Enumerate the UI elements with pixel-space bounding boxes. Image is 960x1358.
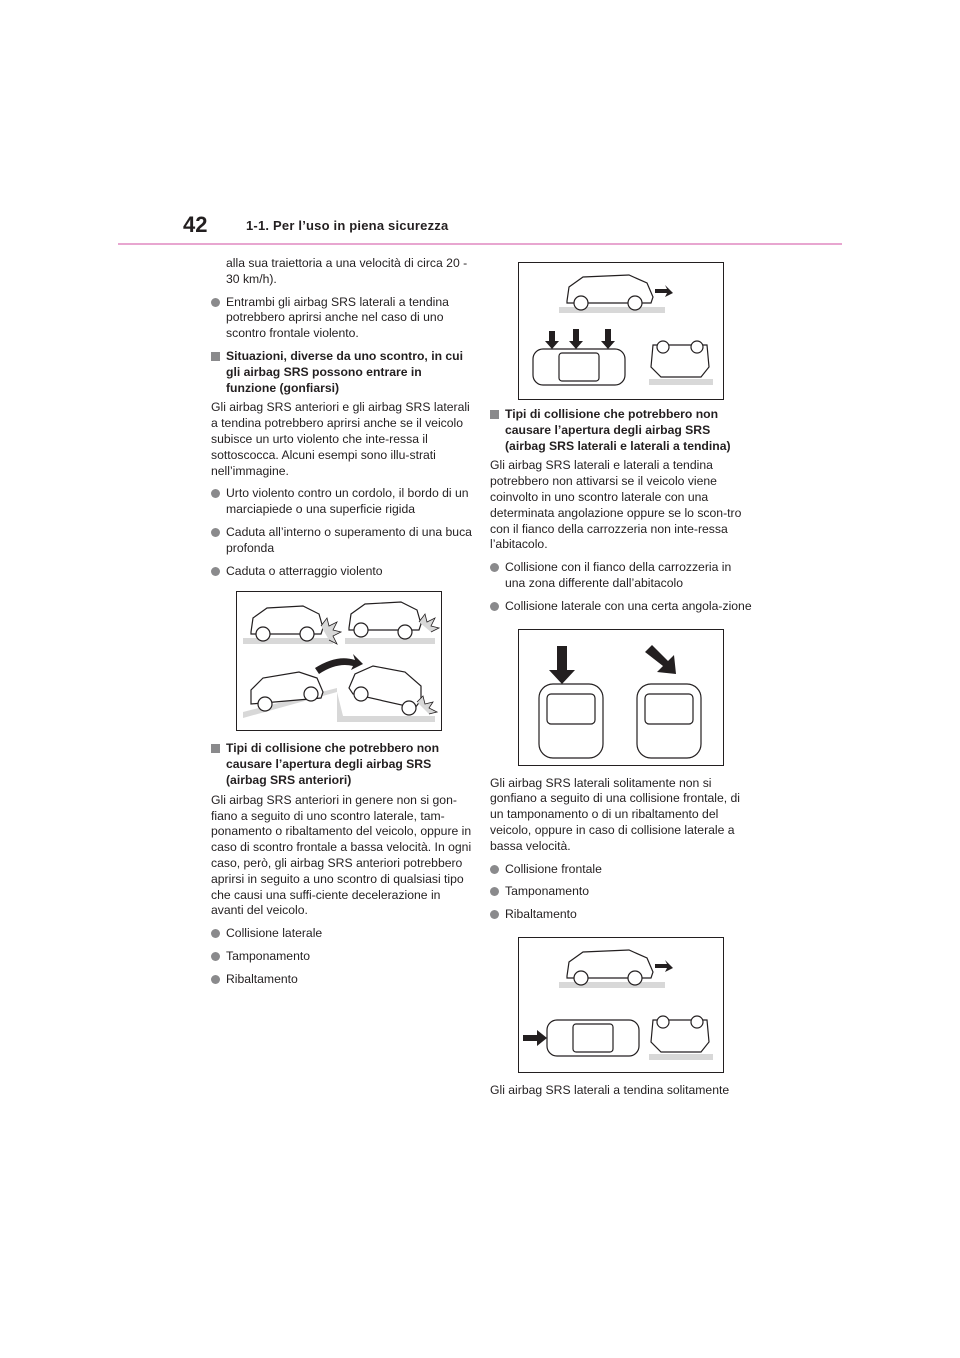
bullet-icon [490,910,499,919]
square-bullet-icon [211,352,220,361]
header-rule [118,243,842,245]
bullet-item [490,884,752,900]
bullet-icon [490,602,499,611]
bullet-text: Collisione laterale con una certa angola-zione [505,598,752,613]
page-number: 42 [183,212,208,237]
paragraph: Gli airbag SRS laterali e laterali a tendina potrebbero non attivarsi se il veicolo viene coinvolto in uno scontro laterale con una determinata angolazione oppure se lo scon-tro con il fianco della carrozzeria non inte-ressa l’abitacolo. [490,458,742,552]
square-bullet-icon [211,744,220,753]
illustration-side-rear-rollover [518,262,724,400]
bullet-text: Urto violento contro un cordolo, il bordo di un marciapiede o una superficie rigida [226,486,469,517]
subheading-non-collision [211,349,473,396]
paragraph: Gli airbag SRS laterali a tendina solitamente [490,1082,730,1097]
bullet-icon [211,975,220,984]
subheading-front-airbags [211,741,473,788]
bullet-icon [490,887,499,896]
illustration-underbody-impacts [236,591,442,731]
bullet-item [490,560,752,592]
subheading-text: Situazioni, diverse da uno scontro, in cui gli airbag SRS possono entrare in funzione (gonfiarsi) [226,348,464,395]
bullet-item [211,926,473,942]
bullet-text: Ribaltamento [505,907,577,922]
square-bullet-icon [490,410,499,419]
illustration-front-rear-rollover [518,937,724,1073]
bullet-text: Collisione frontale [505,861,602,876]
bullet-item [211,564,473,580]
bullet-icon [211,952,220,961]
illustration-side-angle-impacts [518,629,724,766]
bullet-item [490,599,752,615]
bullet-text: Tamponamento [226,948,311,963]
bullet-icon [211,929,220,938]
bullet-text: Caduta all’interno o superamento di una buca profonda [226,524,472,555]
bullet-icon [490,865,499,874]
bullet-item [211,295,473,342]
left-column [211,256,473,995]
bullet-item [211,972,473,988]
subheading-text: Tipi di collisione che potrebbero non causare l’apertura degli airbag SRS (airbag SRS laterali e laterali a tendina) [505,407,731,453]
bullet-icon [211,489,220,498]
subheading-text: Tipi di collisione che potrebbero non causare l’apertura degli airbag SRS (airbag SRS anteriori) [226,741,440,787]
bullet-item [211,486,473,518]
bullet-text: Tamponamento [505,884,590,899]
bullet-text: Collisione laterale [226,926,323,941]
subheading-side-airbags [490,407,752,454]
paragraph: Gli airbag SRS laterali solitamente non si gonfiano a seguito di una collisione frontale, di un tamponamento o di un ribaltamento del veicolo, oppure in caso di collisione laterale a bassa velocità. [490,775,741,853]
bullet-item [490,907,752,923]
bullet-item [490,862,752,878]
bullet-text: Collisione con il fianco della carrozzeria in una zona differente dall’abitacolo [505,560,732,590]
intro-continuation: alla sua traiettoria a una velocità di circa 20 - 30 km/h). [226,256,468,286]
section-title: 1-1. Per l’uso in piena sicurezza [246,218,449,233]
paragraph: Gli airbag SRS anteriori e gli airbag SRS laterali a tendina potrebbero aprirsi anche se il veicolo subisce un urto violento che inte-ressa il sottoscocca. Alcuni esempi sono illu-strati nell’immagine. [211,400,470,478]
bullet-icon [211,528,220,537]
bullet-icon [490,563,499,572]
bullet-item [211,949,473,965]
paragraph: Gli airbag SRS anteriori in genere non si gon-fiano a seguito di uno scontro laterale, tam-ponamento o ribaltamento del veicolo, oppure in caso di scontro frontale a bassa velocità. In ogni caso, però, gli airbag SRS anteriori potrebbero aprirsi in seguito a uno scontro di qualsiasi tipo che causi una suffi-ciente decelerazione in avanti del veicolo. [211,792,472,918]
bullet-icon [211,298,220,307]
right-column [490,404,752,1106]
bullet-icon [211,567,220,576]
bullet-text: Entrambi gli airbag SRS laterali a tendina potrebbero aprirsi anche nel caso di uno scontro frontale violento. [226,294,449,341]
bullet-text: Caduta o atterraggio violento [226,563,383,578]
bullet-item [211,525,473,557]
bullet-text: Ribaltamento [226,971,298,986]
